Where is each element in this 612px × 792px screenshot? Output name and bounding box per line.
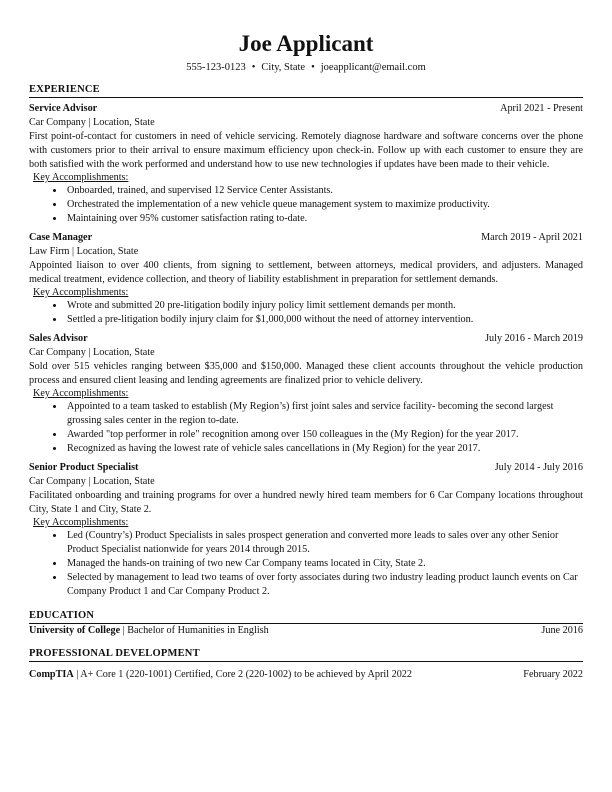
- key-accomplishments-label: Key Accomplishments:: [33, 388, 129, 399]
- cert-org: CompTIA: [29, 669, 74, 680]
- job-dates: March 2019 - April 2021: [481, 232, 583, 243]
- job-dates: April 2021 - Present: [500, 103, 583, 114]
- job-entry: [29, 231, 583, 327]
- section-education: EDUCATION: [29, 609, 583, 624]
- job-description: First point-of-contact for customers in need of vehicle servicing. Remotely diagnose hardware and software concerns over the phone with customers prior to their arrival to ensure maximum efficiency upon check-in. Follow up with each customer to ensure they are both satisfied with the work performed and understand how to use new technologies if updates have been made to their vehicle.: [29, 131, 583, 170]
- section-experience: EXPERIENCE: [29, 83, 583, 98]
- location: City, State: [261, 62, 306, 73]
- job-header: [29, 332, 583, 346]
- accomplishment-item: • Managed the hands-on training of two new Car Company teams located in City, State 2.: [65, 557, 583, 571]
- phone: 555-123-0123: [186, 62, 246, 73]
- certification-date: February 2022: [523, 669, 583, 680]
- job-header: [29, 461, 583, 475]
- education-detail: [29, 624, 269, 638]
- applicant-name: Joe Applicant: [238, 31, 374, 56]
- email: joeapplicant@email.com: [320, 62, 426, 73]
- accomplishment-list: [29, 400, 583, 456]
- job-description: Appointed liaison to over 400 clients, from signing to settlement, between attorneys, medical providers, and adjusters. Managed medical treatment, evidence collection, and theory of liability establishment in preparation for settlement demands.: [29, 260, 583, 285]
- accomplishment-item: • Orchestrated the implementation of a new vehicle queue management system to maximize productivity.: [65, 198, 583, 212]
- contact-line: [29, 61, 583, 75]
- accomplishment-item: • Onboarded, trained, and supervised 12 Service Center Assistants.: [65, 184, 583, 198]
- resume-page: [29, 30, 583, 682]
- job-company: Law Firm | Location, State: [29, 246, 139, 257]
- certification-detail: [29, 668, 412, 682]
- accomplishment-item: • Led (Country’s) Product Specialists in sales prospect generation and converted more leads to sales over any other Senior Product Specialist nationwide for years 2014 through 2015.: [65, 529, 583, 557]
- job-title: Case Manager: [29, 232, 93, 243]
- section-professional-development: PROFESSIONAL DEVELOPMENT: [29, 647, 583, 662]
- job-description: Sold over 515 vehicles ranging between $35,000 and $150,000. Managed these client accounts throughout the vehicle production process and ensured client leasing and lending agreements are finalized prior to vehicle delivery.: [29, 361, 583, 386]
- accomplishment-list: [29, 299, 583, 327]
- accomplishment-item: • Maintaining over 95% customer satisfaction rating to-date.: [65, 212, 583, 226]
- key-accomplishments-label: Key Accomplishments:: [33, 517, 129, 528]
- education-date: June 2016: [541, 625, 583, 636]
- job-header: [29, 231, 583, 245]
- key-accomplishments-label: Key Accomplishments:: [33, 287, 129, 298]
- cert-description: | A+ Core 1 (220-1001) Certified, Core 2 (220-1002) to be achieved by April 2022: [76, 669, 412, 680]
- accomplishment-list: [29, 184, 583, 226]
- job-company: Car Company | Location, State: [29, 117, 155, 128]
- accomplishment-item: • Appointed to a team tasked to establish (My Region’s) first joint sales and service facility- becoming the second largest grossing sales center in the region to-date.: [65, 400, 583, 428]
- certification-entry: [29, 668, 583, 682]
- accomplishment-item: • Settled a pre-litigation bodily injury claim for $1,000,000 without the need of attorney intervention.: [65, 313, 583, 327]
- job-title: Senior Product Specialist: [29, 462, 139, 473]
- key-accomplishments-label: Key Accomplishments:: [33, 172, 129, 183]
- job-header: [29, 102, 583, 116]
- job-title: Service Advisor: [29, 103, 98, 114]
- separator-dot: •: [311, 62, 315, 73]
- education-entry: [29, 624, 583, 638]
- separator-dot: •: [251, 62, 256, 73]
- job-company: Car Company | Location, State: [29, 476, 155, 487]
- job-company: Car Company | Location, State: [29, 347, 155, 358]
- accomplishment-item: • Wrote and submitted 20 pre-litigation bodily injury policy limit settlement demands per month.: [65, 299, 583, 313]
- job-entry: [29, 461, 583, 599]
- job-title: Sales Advisor: [29, 333, 88, 344]
- job-description: Facilitated onboarding and training programs for over a hundred newly hired team members for 6 Car Company locations throughout City, State 1 and City, State 2.: [29, 490, 583, 515]
- job-entry: [29, 102, 583, 226]
- accomplishment-list: [29, 529, 583, 599]
- job-dates: July 2016 - March 2019: [485, 333, 583, 344]
- job-dates: July 2014 - July 2016: [494, 462, 583, 473]
- degree: | Bachelor of Humanities in English: [122, 625, 269, 636]
- accomplishment-item: • Recognized as having the lowest rate of vehicle sales cancellations in (My Region) for the year 2017.: [65, 442, 583, 456]
- accomplishment-item: • Selected by management to lead two teams of over forty associates during two industry leading product launch events on Car Company Product 1 and Car Company Product 2.: [65, 571, 583, 599]
- school-name: University of College: [29, 625, 121, 636]
- accomplishment-item: • Awarded "top performer in role" recognition among over 150 colleagues in the (My Region) for the year 2017.: [65, 428, 583, 442]
- job-entry: [29, 332, 583, 456]
